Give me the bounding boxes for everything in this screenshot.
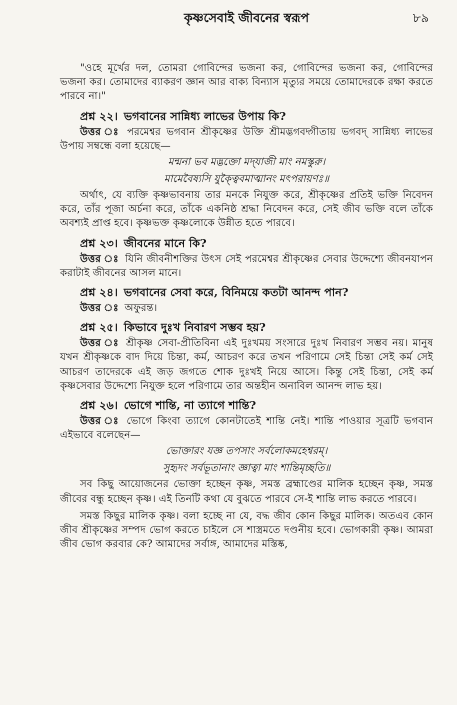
page-body [60, 62, 433, 552]
answer-22-continued: অর্থাৎ, যে ব্যক্তি কৃষ্ণভাবনায় তার মনকে নিযুক্ত করে, শ্রীকৃষ্ণের প্রতিই ভক্তি নিবেদন করে, তাঁর পূজা অর্চনা করে, তাঁকে একনিষ্ঠ শ্রদ্ধা নিবেদন করে, সেই জীব ভক্তি বলে তাঁকে অবশ্যই প্রাপ্ত হবে। কৃষ্ণভক্ত কৃষ্ণলোকে উন্নীত হতে পারবে। [60, 190, 433, 230]
question-22 [80, 109, 433, 123]
answer-text: শ্রীকৃষ্ণ সেবা-প্রীতিবিনা এই দুঃখময় সংসারে দুঃখ নিবারণ সম্ভব নয়। মানুষ যখন শ্রীকৃষ্ণকে বাদ দিয়ে চিন্তা, কর্ম, আচরণ করে তখন পরিণামে সেই চিন্তা সেই কর্ম সেই আচরণ তাদেরকে এই জড় জগতে শোক দুঃখই নিয়ে আসে। কিন্তু সেই চিন্তা, সেই কর্ম কৃষ্ণসেবার উদ্দেশ্যে নিযুক্ত হলে পরিণামে তার অন্তহীন অনাবিল আনন্দ লাভ হয়। [60, 338, 433, 392]
question-24 [80, 285, 433, 299]
question-26 [80, 398, 433, 412]
answer-25 [60, 336, 433, 394]
running-head: কৃষ্ণসেবাই জীবনের স্বরূপ [184, 10, 309, 25]
page-number: ৮৯ [412, 10, 429, 25]
verse-1-line-2: মামেবৈষ্যসি যুক্ত্বৈবমাত্মানং মৎপরায়ণঃ॥ [164, 173, 329, 185]
verse-2-line-2: সুহৃদং সর্বভূতানাং জ্ঞাত্বা মাং শান্তিমৃচ্ছতি॥ [162, 462, 331, 474]
answer-24 [60, 301, 433, 316]
answer-label: উত্তর ঃ [80, 415, 121, 428]
question-text: জীবনের মানে কি? [123, 235, 207, 250]
question-label: প্রশ্ন ২৫। [80, 320, 118, 335]
answer-label: উত্তর ঃ [80, 252, 120, 265]
paragraph-after-verse-2: সব কিছু আয়োজনের ভোক্তা হচ্ছেন কৃষ্ণ, সমস্ত ব্রহ্মাণ্ডের মালিক হচ্ছেন কৃষ্ণ, সমস্ত জীবের বন্ধু হচ্ছেন কৃষ্ণ। এই তিনটি কথা যে বুঝতে পারবে সে-ই শান্তি লাভ করতে পারবে। [60, 479, 433, 505]
question-text: ভগবানের সান্নিধ্য লাভের উপায় কি? [123, 108, 286, 123]
answer-22 [60, 125, 433, 154]
question-label: প্রশ্ন ২৪। [80, 285, 118, 300]
answer-label: উত্তর ঃ [80, 302, 119, 315]
verse-2-line-1: ভোক্তারং যজ্ঞ তপসাং সর্বলোকমহেশ্বরম্। [165, 446, 328, 458]
answer-text: যিনি জীবনীশক্তির উৎস সেই পরমেশ্বর শ্রীকৃষ্ণের সেবার উদ্দেশ্যে জীবনযাপন করাটাই জীবনের আসল মানে। [60, 253, 433, 279]
verse-1-line-1: মন্মনা ভব মদ্ভক্তো মদ্‌যাজী মাং নমস্কুরু। [167, 157, 326, 169]
answer-text: ভোগে কিংবা ত্যাগে কোনটাতেই শান্তি নেই। শান্তি পাওয়ার সূত্রটি ভগবান এইভাবে বলেছেন— [60, 416, 433, 442]
question-text: ভগবানের সেবা করে, বিনিময়ে কতটা আনন্দ পান? [123, 285, 349, 300]
paragraph-last: সমস্ত কিছুর মালিক কৃষ্ণ। বলা হচ্ছে না যে, বদ্ধ জীব কোন কিছুর মালিক। অতএব কোন জীব শ্রীকৃষ্ণের সম্পদ ভোগ করতে চাইলে সে শাস্ত্রমতে দণ্ডনীয় হবে। ভোগকারী কৃষ্ণ। আমরা জীব ভোগ করবার কে? আমাদের সর্বাঙ্গ, আমাদের মস্তিষ্ক, [60, 510, 433, 551]
answer-text: অফুরন্ত। [124, 303, 158, 315]
intro-quote: "ওহে মূর্খের দল, তোমরা গোবিন্দের ভজনা কর, গোবিন্দের ভজনা কর, গোবিন্দের ভজনা কর। তোমাদের ব্যাকরণ জ্ঞান আর বাক্য বিন্যাস মৃত্যুর সময়ে তোমাদেরকে রক্ষা করতে পারবে না।" [60, 63, 433, 103]
question-label: প্রশ্ন ২৬। [80, 398, 118, 413]
answer-text: পরমেশ্বর ভগবান শ্রীকৃষ্ণের উক্তি শ্রীমদ্ভগবদ্গীতায় ভগবদ্ সান্নিধ্য লাভের উপায় সম্বন্ধে বলা হয়েছে— [60, 126, 433, 152]
question-text: ভোগে শান্তি, না ত্যাগে শান্তি? [123, 398, 257, 413]
answer-label: উত্তর ঃ [80, 125, 122, 138]
answer-26 [60, 414, 433, 443]
question-label: প্রশ্ন ২২। [80, 108, 118, 123]
answer-23 [60, 252, 433, 281]
answer-label: উত্তর ঃ [80, 337, 121, 350]
question-23 [80, 236, 433, 250]
question-text: কিভাবে দুঃখ নিবারণ সম্ভব হয়? [123, 320, 266, 335]
question-25 [80, 320, 433, 334]
question-label: প্রশ্ন ২৩। [80, 235, 118, 250]
page-header [60, 10, 433, 36]
